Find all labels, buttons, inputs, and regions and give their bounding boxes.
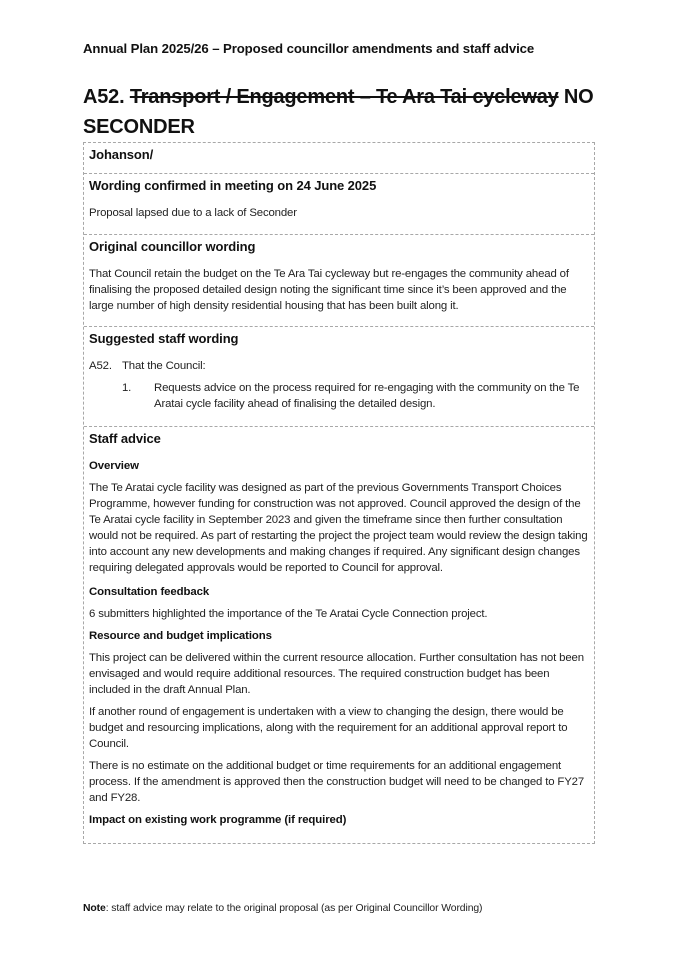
resource-paragraph: This project can be delivered within the current resource allocation. Further consultation has not been envisaged and would require additional resources. The required construction budget has been included in the draft Annual Plan. xyxy=(89,652,584,696)
resolution-item xyxy=(89,380,589,412)
impact-heading: Impact on existing work programme (if required) xyxy=(89,814,347,826)
amendment-title xyxy=(83,82,603,142)
original-wording-row xyxy=(84,235,594,327)
resource-paragraph: If another round of engagement is undertaken with a view to changing the design, there would be budget and resourcing implications, along with the requirement for an additional approval report to Council. xyxy=(89,706,568,750)
confirmed-wording-row xyxy=(84,174,594,235)
resolution-item-text: Requests advice on the process required for re-engaging with the community on the Te Aratai cycle facility ahead of finalising the detailed design. xyxy=(154,382,580,410)
resolution-item-number: 1. xyxy=(122,382,132,394)
confirmed-wording-heading: Wording confirmed in meeting on 24 June 2025 xyxy=(89,178,377,193)
resource-heading: Resource and budget implications xyxy=(89,630,272,642)
staff-advice-row xyxy=(84,427,594,843)
amendment-table xyxy=(83,142,595,844)
overview-heading: Overview xyxy=(89,460,139,472)
original-wording-text: That Council retain the budget on the Te Ara Tai cycleway but re-engages the community ahead of finalising the proposed detailed design noting the significant time since it’s been approved and the large number of high density residential housing that has been built along it. xyxy=(89,268,569,312)
page-header: Annual Plan 2025/26 – Proposed councillor amendments and staff advice xyxy=(83,41,535,56)
footer-note-label: Note xyxy=(83,903,106,914)
no-seconder-label: NO SECONDER xyxy=(83,86,594,138)
resolution-intro xyxy=(89,358,589,374)
mover-row xyxy=(84,143,594,174)
footer-note xyxy=(83,903,482,914)
mover-heading: Johanson/ xyxy=(89,147,154,162)
staff-advice-heading: Staff advice xyxy=(89,431,161,446)
overview-text: The Te Aratai cycle facility was designed as part of the previous Governments Transport Choices Programme, however funding for construction was not approved. Council approved the design of the Te Aratai cycle facility in September 2023 and given the timeframe since then further consultation would not be required. As part of restarting the project the project team would review the design taking into account any new developments and making changes if required. Any significant design changes requiring delegated approvals would be reported to Council for approval. xyxy=(89,482,588,574)
confirmed-wording-text: Proposal lapsed due to a lack of Seconder xyxy=(89,207,297,219)
original-wording-heading: Original councillor wording xyxy=(89,239,256,254)
consultation-text: 6 submitters highlighted the importance of the Te Aratai Cycle Connection project. xyxy=(89,608,488,620)
resolution-number: A52. xyxy=(89,360,112,372)
suggested-wording-row xyxy=(84,327,594,427)
resource-paragraph: There is no estimate on the additional budget or time requirements for an additional engagement process. If the amendment is approved then the construction budget will need to be changed to FY27 and FY28. xyxy=(89,760,585,804)
footer-note-text: : staff advice may relate to the original proposal (as per Original Councillor Wording) xyxy=(105,903,483,914)
resolution-intro-text: That the Council: xyxy=(122,360,206,372)
consultation-heading: Consultation feedback xyxy=(89,586,210,598)
struck-title-text: Transport / Engagement – Te Ara Tai cycleway xyxy=(129,86,559,108)
suggested-wording-heading: Suggested staff wording xyxy=(89,331,239,346)
amendment-number: A52. xyxy=(83,86,125,108)
